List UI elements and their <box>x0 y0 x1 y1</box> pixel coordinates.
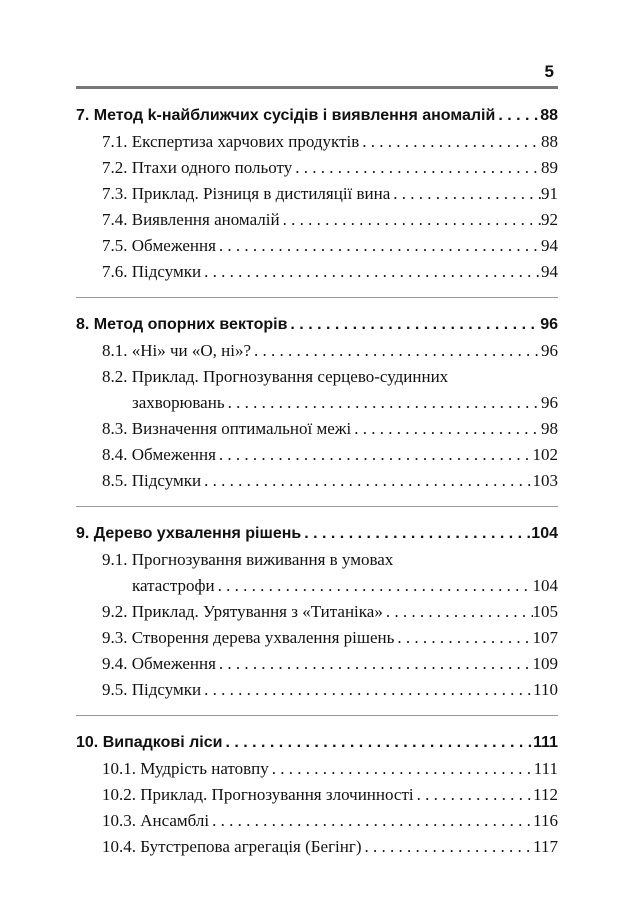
dot-leader <box>280 207 541 233</box>
toc-page-number: 94 <box>541 262 558 281</box>
toc-entry-title: 7.3. Приклад. Різниця в дистиляції вина <box>102 184 391 203</box>
toc-page-number: 104 <box>532 576 558 595</box>
toc-entry-line1[interactable] <box>76 364 558 390</box>
toc-entry-line2[interactable] <box>76 573 558 599</box>
toc-entry-title: 7.5. Обмеження <box>102 236 216 255</box>
dot-leader <box>390 181 541 207</box>
toc-entry-title-continuation: катастрофи <box>132 576 215 595</box>
toc-entry[interactable] <box>76 155 558 181</box>
dot-leader <box>209 808 533 834</box>
toc-page-number: 117 <box>533 837 558 856</box>
toc-page-number: 110 <box>533 680 558 699</box>
toc-page-number: 111 <box>533 734 558 751</box>
toc-page-number: 109 <box>532 654 558 673</box>
dot-leader <box>251 338 541 364</box>
toc-entry-title: 8.2. Приклад. Прогнозування серцево-судинних <box>102 367 449 386</box>
dot-leader <box>359 129 541 155</box>
dot-leader <box>216 442 533 468</box>
dot-leader <box>216 233 541 259</box>
toc-page-number: 98 <box>541 419 558 438</box>
toc-heading-title: 7. Метод k-найближчих сусідів і виявлення аномалій <box>76 107 496 124</box>
dot-leader <box>287 312 540 338</box>
header-rule <box>76 86 558 89</box>
dot-leader <box>216 651 533 677</box>
toc-entry-title: 7.2. Птахи одного польоту <box>102 158 293 177</box>
dot-leader <box>495 103 540 129</box>
toc-entry[interactable] <box>76 338 558 364</box>
toc-entry-title: 7.4. Виявлення аномалій <box>102 210 280 229</box>
toc-heading[interactable] <box>76 521 558 547</box>
toc-page-number: 96 <box>541 341 558 360</box>
toc-entry-title: 9.3. Створення дерева ухвалення рішень <box>102 628 395 647</box>
toc-page-number: 105 <box>532 602 558 621</box>
toc-entry[interactable] <box>76 207 558 233</box>
toc-entry-title: 8.4. Обмеження <box>102 445 216 464</box>
toc-page-number: 116 <box>533 811 558 830</box>
table-of-contents <box>76 103 558 886</box>
toc-heading-title: 9. Дерево ухвалення рішень <box>76 525 302 542</box>
dot-leader <box>292 155 541 181</box>
toc-page-number: 88 <box>541 132 558 151</box>
dot-leader <box>394 625 532 651</box>
toc-heading[interactable] <box>76 103 558 129</box>
toc-page-number: 96 <box>540 316 558 333</box>
dot-leader <box>222 730 533 756</box>
toc-entry-title: 10.3. Ансамблі <box>102 811 210 830</box>
dot-leader <box>201 468 532 494</box>
dot-leader <box>201 677 533 703</box>
toc-heading[interactable] <box>76 312 558 338</box>
toc-entry-title-continuation: захворювань <box>132 393 225 412</box>
toc-entry[interactable] <box>76 233 558 259</box>
toc-entry[interactable] <box>76 599 558 625</box>
chapter-10 <box>76 730 558 872</box>
toc-entry-title: 9.2. Приклад. Урятування з «Титаніка» <box>102 602 383 621</box>
toc-page-number: 104 <box>531 525 558 542</box>
toc-entry-title: 8.5. Підсумки <box>102 471 202 490</box>
toc-entry[interactable] <box>76 129 558 155</box>
toc-entry-line2[interactable] <box>76 390 558 416</box>
toc-entry[interactable] <box>76 259 558 285</box>
dot-leader <box>301 521 531 547</box>
toc-page-number: 111 <box>533 759 558 778</box>
toc-entry[interactable] <box>76 782 558 808</box>
toc-entry[interactable] <box>76 651 558 677</box>
toc-entry[interactable] <box>76 181 558 207</box>
page-number: 5 <box>544 62 554 81</box>
toc-heading-title: 10. Випадкові ліси <box>76 734 223 751</box>
toc-entry[interactable] <box>76 468 558 494</box>
toc-page-number: 96 <box>541 393 558 412</box>
chapter-7 <box>76 103 558 298</box>
dot-leader <box>362 834 534 860</box>
toc-entry-title: 7.6. Підсумки <box>102 262 202 281</box>
toc-entry[interactable] <box>76 756 558 782</box>
toc-heading-title: 8. Метод опорних векторів <box>76 316 288 333</box>
toc-entry[interactable] <box>76 808 558 834</box>
toc-page-number: 112 <box>533 785 558 804</box>
toc-page-number: 102 <box>532 445 558 464</box>
dot-leader <box>215 573 533 599</box>
toc-page-number: 88 <box>540 107 558 124</box>
toc-entry-title: 9.4. Обмеження <box>102 654 216 673</box>
toc-entry[interactable] <box>76 442 558 468</box>
toc-entry-title: 7.1. Експертиза харчових продуктів <box>102 132 360 151</box>
dot-leader <box>383 599 533 625</box>
toc-entry-line1[interactable] <box>76 547 558 573</box>
dot-leader <box>201 259 541 285</box>
toc-page-number: 103 <box>532 471 558 490</box>
chapter-9 <box>76 521 558 716</box>
dot-leader <box>414 782 534 808</box>
toc-page-number: 107 <box>532 628 558 647</box>
toc-entry-title: 9.1. Прогнозування виживання в умовах <box>102 550 394 569</box>
toc-page-number: 94 <box>541 236 558 255</box>
dot-leader <box>351 416 541 442</box>
toc-entry-title: 10.2. Приклад. Прогнозування злочинності <box>102 785 414 804</box>
dot-leader <box>269 756 534 782</box>
toc-entry[interactable] <box>76 625 558 651</box>
toc-entry[interactable] <box>76 416 558 442</box>
toc-entry-title: 10.4. Бутстрепова агрегація (Бегінг) <box>102 837 362 856</box>
toc-page-number: 91 <box>541 184 558 203</box>
dot-leader <box>225 390 541 416</box>
toc-page-number: 89 <box>541 158 558 177</box>
toc-entry-title: 10.1. Мудрість натовпу <box>102 759 269 778</box>
toc-entry-title: 8.1. «Ні» чи «О, ні»? <box>102 341 252 360</box>
toc-entry-title: 8.3. Визначення оптимальної межі <box>102 419 352 438</box>
toc-entry[interactable] <box>76 677 558 703</box>
toc-page-number: 92 <box>541 210 558 229</box>
toc-entry-title: 9.5. Підсумки <box>102 680 202 699</box>
chapter-8 <box>76 312 558 507</box>
toc-heading[interactable] <box>76 730 558 756</box>
toc-entry[interactable] <box>76 834 558 860</box>
